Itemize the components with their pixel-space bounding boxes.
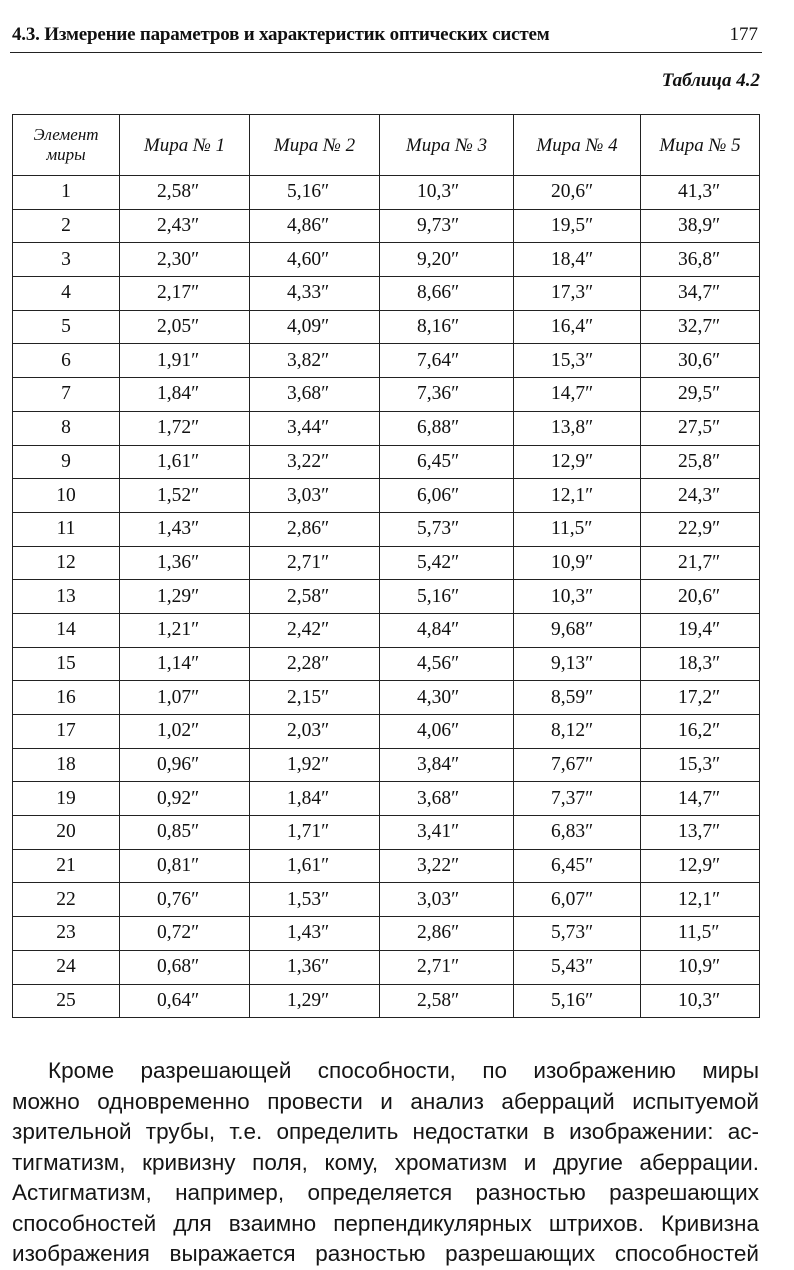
resolution-value-cell: 20,6″ (514, 176, 641, 210)
element-number-cell: 16 (13, 681, 120, 715)
resolution-value-cell: 5,16″ (250, 176, 380, 210)
resolution-value-cell: 9,73″ (380, 209, 514, 243)
resolution-value-cell: 10,9″ (514, 546, 641, 580)
resolution-value-cell: 16,4″ (514, 310, 641, 344)
element-number-cell: 10 (13, 479, 120, 513)
resolution-value-cell: 1,61″ (120, 445, 250, 479)
table-row (13, 277, 760, 311)
resolution-table (12, 114, 760, 1018)
resolution-value-cell: 22,9″ (641, 512, 760, 546)
resolution-value-cell: 6,88″ (380, 411, 514, 445)
resolution-value-cell: 0,72″ (120, 917, 250, 951)
resolution-value-cell: 29,5″ (641, 378, 760, 412)
table-body (13, 176, 760, 1018)
resolution-value-cell: 3,68″ (380, 782, 514, 816)
resolution-value-cell: 10,3″ (514, 580, 641, 614)
resolution-value-cell: 9,68″ (514, 613, 641, 647)
resolution-value-cell: 6,83″ (514, 816, 641, 850)
resolution-value-cell: 1,43″ (120, 512, 250, 546)
resolution-value-cell: 2,28″ (250, 647, 380, 681)
resolution-value-cell: 19,5″ (514, 209, 641, 243)
element-number-cell: 25 (13, 984, 120, 1018)
table-row (13, 546, 760, 580)
table-row (13, 613, 760, 647)
resolution-value-cell: 0,92″ (120, 782, 250, 816)
resolution-value-cell: 6,45″ (514, 849, 641, 883)
resolution-value-cell: 12,1″ (641, 883, 760, 917)
resolution-value-cell: 13,8″ (514, 411, 641, 445)
resolution-value-cell: 1,84″ (250, 782, 380, 816)
table-row (13, 176, 760, 210)
resolution-value-cell: 1,91″ (120, 344, 250, 378)
resolution-value-cell: 10,9″ (641, 950, 760, 984)
paragraph-line: способностей для взаимно перпендикулярных штрихов. Кривизна (12, 1210, 759, 1236)
resolution-value-cell: 2,58″ (250, 580, 380, 614)
resolution-value-cell: 25,8″ (641, 445, 760, 479)
element-number-cell: 19 (13, 782, 120, 816)
element-number-cell: 1 (13, 176, 120, 210)
resolution-value-cell: 2,30″ (120, 243, 250, 277)
table-row (13, 378, 760, 412)
element-number-cell: 8 (13, 411, 120, 445)
body-paragraph (12, 1056, 759, 1270)
paragraph-line: Кроме разрешающей способности, по изображению миры (48, 1058, 759, 1083)
resolution-value-cell: 5,16″ (380, 580, 514, 614)
resolution-value-cell: 1,07″ (120, 681, 250, 715)
column-header: Мира № 5 (641, 115, 760, 176)
page-number: 177 (729, 24, 758, 45)
resolution-value-cell: 7,36″ (380, 378, 514, 412)
table-row (13, 647, 760, 681)
resolution-value-cell: 5,73″ (514, 917, 641, 951)
resolution-value-cell: 2,71″ (380, 950, 514, 984)
element-number-cell: 13 (13, 580, 120, 614)
table-row (13, 512, 760, 546)
paragraph-line: изображения выражается разностью разрешающих способностей (12, 1241, 759, 1266)
table-row (13, 984, 760, 1018)
element-number-cell: 5 (13, 310, 120, 344)
table-row (13, 411, 760, 445)
column-header: Мира № 2 (250, 115, 380, 176)
resolution-value-cell: 1,43″ (250, 917, 380, 951)
resolution-value-cell: 0,68″ (120, 950, 250, 984)
resolution-value-cell: 3,84″ (380, 748, 514, 782)
resolution-value-cell: 4,86″ (250, 209, 380, 243)
resolution-value-cell: 1,29″ (120, 580, 250, 614)
resolution-value-cell: 1,72″ (120, 411, 250, 445)
paragraph-line: тигматизм, кривизну поля, кому, хроматизм и другие аберрации. (12, 1149, 759, 1175)
column-header: Элемент миры (13, 115, 120, 176)
resolution-value-cell: 2,43″ (120, 209, 250, 243)
running-header (10, 22, 762, 53)
resolution-value-cell: 6,07″ (514, 883, 641, 917)
running-header-title: 4.3. Измерение параметров и характеристик оптических систем (12, 24, 550, 45)
table-row (13, 849, 760, 883)
resolution-value-cell: 2,05″ (120, 310, 250, 344)
resolution-value-cell: 2,58″ (120, 176, 250, 210)
resolution-value-cell: 7,37″ (514, 782, 641, 816)
resolution-value-cell: 3,03″ (250, 479, 380, 513)
resolution-value-cell: 1,61″ (250, 849, 380, 883)
resolution-value-cell: 8,16″ (380, 310, 514, 344)
table-row (13, 950, 760, 984)
resolution-value-cell: 1,71″ (250, 816, 380, 850)
resolution-value-cell: 4,09″ (250, 310, 380, 344)
resolution-value-cell: 3,68″ (250, 378, 380, 412)
resolution-value-cell: 4,56″ (380, 647, 514, 681)
resolution-value-cell: 18,4″ (514, 243, 641, 277)
element-number-cell: 11 (13, 512, 120, 546)
resolution-value-cell: 5,43″ (514, 950, 641, 984)
resolution-value-cell: 1,02″ (120, 715, 250, 749)
resolution-value-cell: 3,41″ (380, 816, 514, 850)
table-row (13, 445, 760, 479)
table-header-row (13, 115, 760, 176)
resolution-value-cell: 3,22″ (250, 445, 380, 479)
element-number-cell: 17 (13, 715, 120, 749)
resolution-value-cell: 7,67″ (514, 748, 641, 782)
resolution-value-cell: 15,3″ (514, 344, 641, 378)
resolution-value-cell: 1,36″ (250, 950, 380, 984)
resolution-value-cell: 21,7″ (641, 546, 760, 580)
resolution-value-cell: 12,9″ (514, 445, 641, 479)
resolution-value-cell: 24,3″ (641, 479, 760, 513)
resolution-value-cell: 5,16″ (514, 984, 641, 1018)
table-row (13, 344, 760, 378)
resolution-value-cell: 38,9″ (641, 209, 760, 243)
resolution-value-cell: 41,3″ (641, 176, 760, 210)
element-number-cell: 2 (13, 209, 120, 243)
resolution-value-cell: 4,84″ (380, 613, 514, 647)
resolution-value-cell: 6,06″ (380, 479, 514, 513)
resolution-value-cell: 0,81″ (120, 849, 250, 883)
resolution-value-cell: 0,96″ (120, 748, 250, 782)
resolution-value-cell: 17,3″ (514, 277, 641, 311)
resolution-value-cell: 0,85″ (120, 816, 250, 850)
element-number-cell: 6 (13, 344, 120, 378)
element-number-cell: 3 (13, 243, 120, 277)
resolution-value-cell: 36,8″ (641, 243, 760, 277)
resolution-value-cell: 2,86″ (380, 917, 514, 951)
resolution-value-cell: 8,12″ (514, 715, 641, 749)
table-row (13, 243, 760, 277)
table-row (13, 748, 760, 782)
element-number-cell: 15 (13, 647, 120, 681)
resolution-value-cell: 1,52″ (120, 479, 250, 513)
resolution-value-cell: 5,42″ (380, 546, 514, 580)
element-number-cell: 23 (13, 917, 120, 951)
resolution-value-cell: 11,5″ (641, 917, 760, 951)
table-caption: Таблица 4.2 (661, 70, 760, 91)
resolution-value-cell: 2,15″ (250, 681, 380, 715)
resolution-value-cell: 8,66″ (380, 277, 514, 311)
resolution-value-cell: 1,14″ (120, 647, 250, 681)
table-row (13, 782, 760, 816)
resolution-value-cell: 3,82″ (250, 344, 380, 378)
resolution-value-cell: 4,06″ (380, 715, 514, 749)
paragraph-line: зрительной трубы, т.е. определить недостатки в изображении: ас- (12, 1119, 759, 1144)
resolution-value-cell: 7,64″ (380, 344, 514, 378)
resolution-value-cell: 1,29″ (250, 984, 380, 1018)
resolution-value-cell: 10,3″ (380, 176, 514, 210)
resolution-value-cell: 4,60″ (250, 243, 380, 277)
element-number-cell: 7 (13, 378, 120, 412)
resolution-value-cell: 30,6″ (641, 344, 760, 378)
resolution-value-cell: 3,03″ (380, 883, 514, 917)
resolution-value-cell: 3,44″ (250, 411, 380, 445)
resolution-value-cell: 14,7″ (514, 378, 641, 412)
resolution-value-cell: 12,1″ (514, 479, 641, 513)
resolution-value-cell: 10,3″ (641, 984, 760, 1018)
resolution-value-cell: 4,33″ (250, 277, 380, 311)
resolution-value-cell: 9,20″ (380, 243, 514, 277)
resolution-value-cell: 18,3″ (641, 647, 760, 681)
resolution-value-cell: 2,17″ (120, 277, 250, 311)
resolution-value-cell: 2,42″ (250, 613, 380, 647)
table-row (13, 681, 760, 715)
resolution-value-cell: 1,92″ (250, 748, 380, 782)
column-header: Мира № 4 (514, 115, 641, 176)
element-number-cell: 21 (13, 849, 120, 883)
resolution-value-cell: 34,7″ (641, 277, 760, 311)
resolution-value-cell: 3,22″ (380, 849, 514, 883)
resolution-value-cell: 14,7″ (641, 782, 760, 816)
resolution-value-cell: 1,36″ (120, 546, 250, 580)
resolution-value-cell: 2,58″ (380, 984, 514, 1018)
resolution-value-cell: 1,21″ (120, 613, 250, 647)
resolution-value-cell: 20,6″ (641, 580, 760, 614)
element-number-cell: 4 (13, 277, 120, 311)
resolution-value-cell: 0,64″ (120, 984, 250, 1018)
resolution-value-cell: 27,5″ (641, 411, 760, 445)
resolution-value-cell: 17,2″ (641, 681, 760, 715)
element-number-cell: 24 (13, 950, 120, 984)
resolution-value-cell: 19,4″ (641, 613, 760, 647)
table-row (13, 580, 760, 614)
resolution-value-cell: 6,45″ (380, 445, 514, 479)
table-row (13, 883, 760, 917)
table-row (13, 479, 760, 513)
table-row (13, 917, 760, 951)
element-number-cell: 14 (13, 613, 120, 647)
resolution-value-cell: 5,73″ (380, 512, 514, 546)
resolution-value-cell: 2,86″ (250, 512, 380, 546)
paragraph-line: можно одновременно провести и анализ аберраций испытуемой (12, 1088, 759, 1114)
table-row (13, 715, 760, 749)
element-number-cell: 12 (13, 546, 120, 580)
resolution-value-cell: 12,9″ (641, 849, 760, 883)
column-header: Мира № 3 (380, 115, 514, 176)
element-number-cell: 22 (13, 883, 120, 917)
element-number-cell: 9 (13, 445, 120, 479)
resolution-value-cell: 11,5″ (514, 512, 641, 546)
column-header: Мира № 1 (120, 115, 250, 176)
resolution-value-cell: 2,03″ (250, 715, 380, 749)
resolution-value-cell: 8,59″ (514, 681, 641, 715)
element-number-cell: 18 (13, 748, 120, 782)
resolution-value-cell: 13,7″ (641, 816, 760, 850)
resolution-value-cell: 9,13″ (514, 647, 641, 681)
paragraph-line: Астигматизм, например, определяется разностью разрешающих (12, 1180, 759, 1205)
element-number-cell: 20 (13, 816, 120, 850)
table-row (13, 310, 760, 344)
resolution-value-cell: 4,30″ (380, 681, 514, 715)
resolution-value-cell: 1,84″ (120, 378, 250, 412)
resolution-value-cell: 16,2″ (641, 715, 760, 749)
table-row (13, 209, 760, 243)
resolution-value-cell: 1,53″ (250, 883, 380, 917)
table-row (13, 816, 760, 850)
resolution-value-cell: 15,3″ (641, 748, 760, 782)
resolution-value-cell: 0,76″ (120, 883, 250, 917)
resolution-value-cell: 32,7″ (641, 310, 760, 344)
resolution-value-cell: 2,71″ (250, 546, 380, 580)
